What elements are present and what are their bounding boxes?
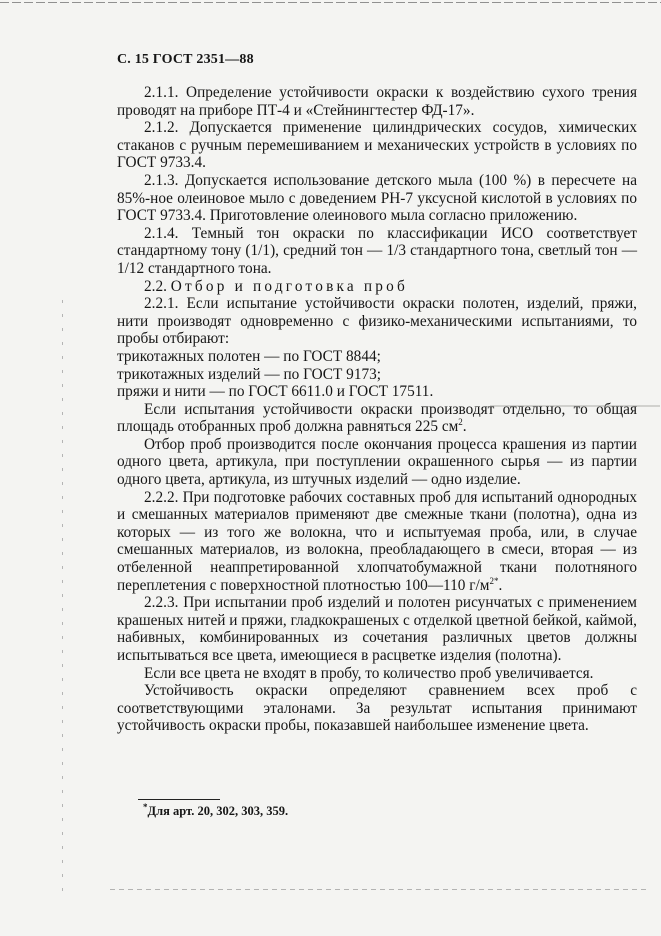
paragraph-2-1-2: 2.1.2. Допускается применение цилиндрических сосудов, химических стаканов с ручным перемешиванием и механических устройств в условиях по ГОСТ 9733.4. [117,119,637,172]
scan-edge-bottom [110,889,650,890]
paragraph-2-1-1: 2.1.1. Определение устойчивости окраски к воздействию сухого трения проводят на приборе ПТ-4 и «Стейнингтестер ФД-17». [117,84,637,119]
superscript: 2 [458,417,463,428]
list-item: трикотажных изделий — по ГОСТ 9173; [117,365,382,383]
paragraph-comparison: Устойчивость окраски определяют сравнением всех проб с соответствующими эталонами. За результат испытания принимают устойчивость окраски пробы, показавшей наибольшее изменение цвета. [117,682,637,735]
paragraph-2-1-3: 2.1.3. Допускается использование детского мыла (100 %) в пересчете на 85%-ное олеиновое мыло с доведением РН-7 уксусной кислотой в условиях по ГОСТ 9733.4. Приготовление олеинового мыла согласно приложению. [117,171,637,225]
document-body [117,84,637,735]
section-heading-2-2 [117,278,637,296]
superscript: 2* [489,575,499,586]
paragraph-end: . [498,576,503,594]
scan-edge-left [62,300,63,900]
scan-edge-top [0,2,661,3]
list-item: пряжи и нити — по ГОСТ 6611.0 и ГОСТ 17511. [117,383,434,401]
paragraph-colors: Если все цвета не входят в пробу, то количество проб увеличивается. [144,664,594,682]
paragraph-text: Если испытания устойчивости окраски производят отдельно, то общая площадь отобранных проб должна равняться 225 см [117,400,637,436]
footnote-text: Для арт. 20, 302, 303, 359. [147,804,289,818]
section-number: 2.2. [144,277,167,295]
footnote [143,801,289,819]
section-title: Отбор и подготовка проб [170,277,408,295]
page-header: С. 15 ГОСТ 2351—88 [117,52,254,67]
paragraph-2-2-3: 2.2.3. При испытании проб изделий и полотен рисунчатых с применением крашеных нитей и пряжи, гладкокрашеных с отделкой цветной бейкой, каймой, набивных, комбинированных из сочетания различных цветов должны испытываться все цвета, имеющиеся в расцветке изделия (полотна). [117,594,637,664]
paragraph-2-2-1: 2.2.1. Если испытание устойчивости окраски полотен, изделий, пряжи, нити производят одновременно с физико-механическими испытаниями, то пробы отбирают: [117,295,637,348]
list-item: трикотажных полотен — по ГОСТ 8844; [117,347,381,365]
footnote-mark: * [143,801,148,812]
paragraph-2-2-2 [117,489,637,595]
paragraph-separate-testing [117,401,637,436]
footnote-divider [138,799,220,800]
paragraph-text: 2.2.2. При подготовке рабочих составных проб для испытаний однородных и смешанных материалов применяют две смежные ткани (полотна), одна из которых — из того же волокна, что и испытуемая проба, или, в случае смешанных материалов, из волокна, преобладающего в смеси, вторая — из отбеленной неаппретированной хлопчатобумажной ткани полотняного переплетения с поверхностной плотностью 100—110 г/м [117,488,637,594]
paragraph-2-1-4: 2.1.4. Темный тон окраски по классификации ИСО соответствует стандартному тону (1/1), средний тон — 1/3 стандартного тона, светлый тон — 1/12 стандартного тона. [117,224,637,277]
paragraph-end: . [462,418,467,436]
paragraph-sample-selection: Отбор проб производится после окончания процесса крашения из партии одного цвета, артикула, при поступлении окрашенного сырья — из партии одного цвета, артикула, из штучных изделий — одно изделие. [117,435,637,489]
